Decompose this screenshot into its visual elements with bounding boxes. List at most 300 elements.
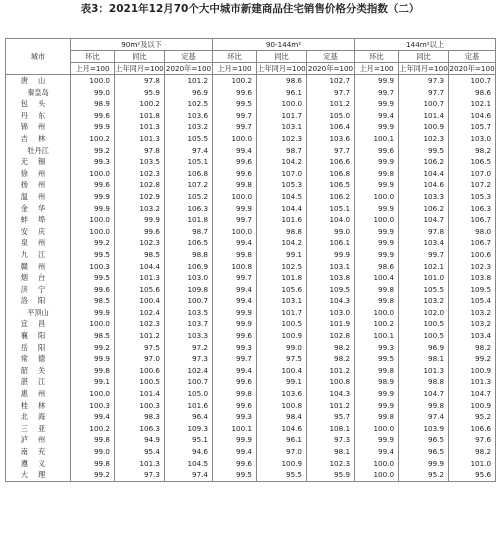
index-value: 99.9 — [355, 388, 399, 400]
index-value: 101.9 — [307, 318, 355, 330]
city-name: 吉林 — [6, 133, 71, 145]
table-row — [6, 168, 496, 180]
table-row — [6, 376, 496, 388]
index-value: 95.9 — [307, 469, 355, 481]
index-value: 102.0 — [399, 307, 449, 319]
index-value: 100.9 — [257, 330, 307, 342]
index-value: 95.6 — [449, 469, 496, 481]
city-name: 襄阳 — [6, 330, 71, 342]
index-value: 99.4 — [213, 295, 257, 307]
index-value: 100.2 — [355, 318, 399, 330]
table-row — [6, 226, 496, 238]
index-value: 99.9 — [213, 318, 257, 330]
index-value: 100.0 — [355, 423, 399, 435]
index-value: 104.4 — [115, 261, 165, 273]
base-header: 上月=100 — [355, 63, 399, 75]
table-row — [6, 400, 496, 412]
city-column-header: 城市 — [6, 39, 71, 75]
city-name: 九江 — [6, 249, 71, 261]
index-value: 104.6 — [399, 179, 449, 191]
index-value: 99.9 — [399, 458, 449, 470]
table-row — [6, 318, 496, 330]
index-value: 106.2 — [307, 191, 355, 203]
city-name: 惠州 — [6, 388, 71, 400]
index-value: 99.6 — [213, 330, 257, 342]
index-value: 99.7 — [213, 272, 257, 284]
index-value: 105.1 — [307, 203, 355, 215]
index-value: 102.8 — [307, 330, 355, 342]
index-value: 98.6 — [449, 87, 496, 99]
index-value: 102.3 — [115, 237, 165, 249]
index-value: 103.8 — [307, 272, 355, 284]
index-value: 102.3 — [257, 133, 307, 145]
index-value: 100.7 — [449, 75, 496, 87]
base-header: 上年同月=100 — [399, 64, 448, 73]
index-value: 101.8 — [165, 214, 213, 226]
index-value: 100.9 — [257, 458, 307, 470]
index-value: 101.2 — [165, 75, 213, 87]
sub-header: 环比 — [213, 51, 257, 63]
table-row — [6, 342, 496, 354]
index-value: 99.7 — [399, 249, 449, 261]
index-value: 104.6 — [449, 110, 496, 122]
index-value: 99.7 — [213, 121, 257, 133]
city-name: 秦皇岛 — [6, 87, 71, 99]
index-value: 98.8 — [165, 249, 213, 261]
index-value: 100.2 — [213, 75, 257, 87]
index-value: 96.9 — [399, 342, 449, 354]
index-value: 100.0 — [213, 191, 257, 203]
index-value: 97.7 — [399, 87, 449, 99]
index-value: 102.3 — [115, 318, 165, 330]
index-value: 99.5 — [399, 145, 449, 157]
index-value: 99.6 — [115, 226, 165, 238]
index-value: 99.8 — [71, 365, 115, 377]
index-value: 106.2 — [399, 156, 449, 168]
city-name: 赣州 — [6, 261, 71, 273]
index-value: 99.8 — [71, 434, 115, 446]
index-value: 96.5 — [399, 434, 449, 446]
index-value: 99.9 — [355, 237, 399, 249]
city-name: 金华 — [6, 203, 71, 215]
table-row — [6, 446, 496, 458]
index-value: 101.4 — [399, 110, 449, 122]
index-value: 99.6 — [213, 168, 257, 180]
index-value: 100.8 — [213, 261, 257, 273]
table-row — [6, 87, 496, 99]
index-value: 102.4 — [165, 365, 213, 377]
city-name: 丹东 — [6, 110, 71, 122]
index-value: 99.2 — [71, 342, 115, 354]
index-value: 103.2 — [449, 307, 496, 319]
index-value: 97.4 — [165, 469, 213, 481]
index-value: 99.8 — [355, 284, 399, 296]
base-header: 2020年=100 — [165, 64, 212, 73]
index-value: 105.1 — [165, 156, 213, 168]
table-row — [6, 249, 496, 261]
city-name: 南充 — [6, 446, 71, 458]
city-name: 唐山 — [6, 75, 71, 87]
index-value: 105.3 — [449, 191, 496, 203]
index-value: 94.6 — [165, 446, 213, 458]
sub-header: 同比 — [399, 51, 449, 63]
index-value: 105.0 — [307, 110, 355, 122]
index-value: 97.7 — [307, 145, 355, 157]
index-value: 99.6 — [355, 145, 399, 157]
index-value: 103.1 — [257, 121, 307, 133]
index-value: 104.7 — [449, 388, 496, 400]
index-value: 103.6 — [307, 133, 355, 145]
index-value: 98.1 — [307, 446, 355, 458]
index-value: 105.5 — [399, 284, 449, 296]
group-header-small: 90m²及以下 — [71, 39, 213, 51]
city-name: 遵义 — [6, 458, 71, 470]
city-name: 宜昌 — [6, 318, 71, 330]
table-row — [6, 121, 496, 133]
index-value: 106.7 — [449, 237, 496, 249]
index-value: 100.4 — [257, 365, 307, 377]
index-value: 101.6 — [165, 400, 213, 412]
index-value: 103.7 — [165, 318, 213, 330]
index-value: 99.6 — [71, 110, 115, 122]
index-value: 106.6 — [307, 156, 355, 168]
index-value: 99.8 — [213, 388, 257, 400]
index-value: 107.0 — [449, 168, 496, 180]
index-value: 106.8 — [307, 168, 355, 180]
index-value: 104.6 — [257, 423, 307, 435]
index-value: 106.4 — [307, 121, 355, 133]
index-value: 99.7 — [213, 214, 257, 226]
index-value: 99.5 — [213, 469, 257, 481]
index-value: 102.3 — [449, 261, 496, 273]
sub-header: 同比 — [115, 51, 165, 63]
index-value: 98.1 — [399, 353, 449, 365]
table-row — [6, 423, 496, 435]
index-value: 104.3 — [307, 295, 355, 307]
index-value: 96.4 — [165, 411, 213, 423]
index-value: 100.3 — [71, 400, 115, 412]
index-value: 106.8 — [165, 168, 213, 180]
table-row — [6, 353, 496, 365]
index-value: 100.0 — [71, 168, 115, 180]
table-row — [6, 75, 496, 87]
index-value: 98.4 — [257, 411, 307, 423]
index-value: 106.1 — [307, 237, 355, 249]
index-value: 106.7 — [449, 214, 496, 226]
index-value: 99.9 — [355, 121, 399, 133]
index-value: 100.3 — [115, 400, 165, 412]
index-value: 104.5 — [165, 458, 213, 470]
index-value: 99.5 — [355, 353, 399, 365]
index-value: 99.9 — [115, 214, 165, 226]
index-value: 100.8 — [257, 400, 307, 412]
index-value: 94.9 — [115, 434, 165, 446]
index-value: 99.3 — [213, 411, 257, 423]
index-value: 105.6 — [257, 284, 307, 296]
index-value: 106.5 — [449, 156, 496, 168]
index-value: 99.2 — [71, 469, 115, 481]
index-value: 103.5 — [115, 156, 165, 168]
index-value: 96.1 — [257, 87, 307, 99]
base-header: 上月=100 — [213, 63, 257, 75]
index-value: 99.8 — [213, 179, 257, 191]
index-value: 104.3 — [307, 388, 355, 400]
table-row — [6, 98, 496, 110]
index-value: 104.7 — [399, 388, 449, 400]
index-value: 98.0 — [449, 226, 496, 238]
index-value: 99.6 — [213, 87, 257, 99]
index-value: 103.4 — [399, 237, 449, 249]
table-row — [6, 191, 496, 203]
index-value: 97.8 — [115, 75, 165, 87]
city-name: 烟台 — [6, 272, 71, 284]
index-value: 105.7 — [449, 121, 496, 133]
index-value: 99.6 — [71, 179, 115, 191]
index-value: 105.0 — [165, 388, 213, 400]
table-row — [6, 434, 496, 446]
index-value: 99.6 — [213, 400, 257, 412]
index-value: 100.1 — [213, 423, 257, 435]
index-value: 100.7 — [399, 98, 449, 110]
index-value: 97.3 — [399, 75, 449, 87]
index-value: 100.0 — [71, 226, 115, 238]
index-value: 99.1 — [257, 249, 307, 261]
index-value: 102.3 — [115, 168, 165, 180]
table-row — [6, 203, 496, 215]
index-value: 99.7 — [355, 87, 399, 99]
index-value: 101.3 — [115, 272, 165, 284]
city-name: 无锡 — [6, 156, 71, 168]
city-name: 韶关 — [6, 365, 71, 377]
index-value: 100.0 — [355, 458, 399, 470]
index-value: 98.2 — [449, 145, 496, 157]
index-value: 109.5 — [449, 284, 496, 296]
index-value: 100.2 — [71, 133, 115, 145]
index-value: 99.1 — [71, 376, 115, 388]
index-value: 101.8 — [257, 272, 307, 284]
index-value: 99.4 — [213, 145, 257, 157]
index-value: 99.9 — [71, 191, 115, 203]
index-value: 99.8 — [355, 168, 399, 180]
index-value: 100.0 — [213, 133, 257, 145]
index-value: 100.8 — [307, 376, 355, 388]
index-value: 99.4 — [213, 446, 257, 458]
index-value: 97.4 — [165, 145, 213, 157]
city-name: 岳阳 — [6, 342, 71, 354]
sub-header: 环比 — [71, 51, 115, 63]
index-value: 102.1 — [399, 261, 449, 273]
group-header-medium: 90-144m² — [213, 39, 355, 51]
base-header: 上年同月=100 — [115, 64, 164, 73]
index-value: 105.2 — [165, 191, 213, 203]
index-value: 103.3 — [165, 330, 213, 342]
index-value: 98.5 — [71, 330, 115, 342]
index-value: 98.7 — [257, 145, 307, 157]
table-row — [6, 469, 496, 481]
index-value: 101.6 — [257, 214, 307, 226]
index-value: 102.8 — [115, 179, 165, 191]
index-value: 99.4 — [213, 365, 257, 377]
city-name: 桂林 — [6, 400, 71, 412]
index-value: 99.4 — [213, 284, 257, 296]
index-value: 98.9 — [71, 98, 115, 110]
table-row — [6, 133, 496, 145]
index-value: 106.3 — [165, 203, 213, 215]
index-value: 99.6 — [213, 458, 257, 470]
index-value: 103.6 — [257, 388, 307, 400]
index-value: 100.3 — [71, 261, 115, 273]
base-header: 2020年=100 — [449, 64, 495, 73]
city-name: 济宁 — [6, 284, 71, 296]
table-row — [6, 388, 496, 400]
index-value: 101.4 — [115, 388, 165, 400]
index-value: 99.8 — [213, 249, 257, 261]
index-value: 104.0 — [307, 214, 355, 226]
index-value: 99.2 — [449, 353, 496, 365]
index-value: 103.8 — [449, 272, 496, 284]
index-value: 105.4 — [449, 295, 496, 307]
city-name: 泸州 — [6, 434, 71, 446]
index-value: 99.5 — [71, 272, 115, 284]
index-value: 103.2 — [399, 295, 449, 307]
index-value: 105.5 — [165, 133, 213, 145]
index-value: 101.8 — [115, 110, 165, 122]
sub-header: 定基 — [449, 51, 496, 63]
index-value: 95.2 — [399, 469, 449, 481]
index-value: 102.4 — [115, 307, 165, 319]
index-value: 102.1 — [449, 98, 496, 110]
index-value: 98.8 — [257, 226, 307, 238]
index-value: 107.0 — [257, 168, 307, 180]
table-row — [6, 237, 496, 249]
index-value: 99.9 — [355, 434, 399, 446]
index-value: 100.7 — [165, 376, 213, 388]
index-value: 99.9 — [307, 249, 355, 261]
index-value: 99.3 — [355, 342, 399, 354]
index-value: 100.5 — [399, 318, 449, 330]
index-value: 100.1 — [355, 330, 399, 342]
index-value: 98.6 — [355, 261, 399, 273]
index-value: 104.7 — [399, 214, 449, 226]
city-name: 泉州 — [6, 237, 71, 249]
index-value: 106.9 — [165, 261, 213, 273]
index-value: 97.0 — [115, 353, 165, 365]
index-value: 100.5 — [115, 376, 165, 388]
sub-header: 同比 — [257, 51, 307, 63]
index-value: 97.3 — [115, 469, 165, 481]
index-value: 103.3 — [399, 191, 449, 203]
index-value: 101.2 — [115, 330, 165, 342]
index-value: 103.2 — [165, 121, 213, 133]
index-value: 100.0 — [355, 191, 399, 203]
index-value: 99.6 — [213, 156, 257, 168]
index-value: 97.8 — [115, 145, 165, 157]
index-value: 95.9 — [115, 87, 165, 99]
index-value: 99.9 — [355, 249, 399, 261]
index-value: 100.1 — [355, 133, 399, 145]
index-value: 96.9 — [165, 87, 213, 99]
index-value: 99.9 — [355, 75, 399, 87]
index-value: 99.9 — [355, 156, 399, 168]
index-value: 109.5 — [307, 284, 355, 296]
city-name: 牡丹江 — [6, 145, 71, 157]
index-value: 104.2 — [257, 237, 307, 249]
table-row — [6, 214, 496, 226]
index-value: 97.6 — [449, 434, 496, 446]
index-value: 102.7 — [307, 75, 355, 87]
base-header: 上月=100 — [71, 63, 115, 75]
index-value: 96.5 — [399, 446, 449, 458]
base-header: 2020年=100 — [307, 64, 354, 73]
index-value: 97.3 — [165, 353, 213, 365]
index-value: 99.6 — [213, 376, 257, 388]
index-value: 100.0 — [257, 98, 307, 110]
index-value: 103.5 — [165, 307, 213, 319]
index-value: 103.2 — [115, 203, 165, 215]
table-row — [6, 179, 496, 191]
table-row — [6, 145, 496, 157]
index-value: 99.0 — [71, 446, 115, 458]
index-value: 100.2 — [115, 98, 165, 110]
index-value: 99.8 — [71, 458, 115, 470]
index-value: 100.9 — [449, 365, 496, 377]
table-row — [6, 156, 496, 168]
index-value: 99.9 — [71, 203, 115, 215]
city-name: 湛江 — [6, 376, 71, 388]
index-value: 98.5 — [115, 249, 165, 261]
index-value: 98.2 — [449, 446, 496, 458]
index-value: 95.7 — [307, 411, 355, 423]
base-header: 上年同月=100 — [257, 64, 306, 73]
index-value: 103.1 — [257, 295, 307, 307]
index-value: 101.2 — [307, 365, 355, 377]
index-value: 101.2 — [307, 400, 355, 412]
index-value: 104.2 — [257, 156, 307, 168]
index-value: 100.0 — [355, 307, 399, 319]
index-value: 95.2 — [449, 411, 496, 423]
index-value: 99.9 — [355, 179, 399, 191]
index-value: 98.2 — [307, 342, 355, 354]
index-value: 103.0 — [165, 272, 213, 284]
index-value: 106.5 — [165, 237, 213, 249]
index-value: 97.5 — [257, 353, 307, 365]
index-value: 99.9 — [71, 307, 115, 319]
index-value: 99.0 — [307, 226, 355, 238]
index-value: 98.8 — [399, 376, 449, 388]
index-value: 105.3 — [257, 179, 307, 191]
city-name: 蚌埠 — [6, 214, 71, 226]
index-value: 99.8 — [355, 365, 399, 377]
index-value: 105.6 — [115, 284, 165, 296]
index-value: 99.2 — [71, 145, 115, 157]
index-value: 108.1 — [307, 423, 355, 435]
sub-header: 环比 — [355, 51, 399, 63]
index-value: 99.9 — [213, 203, 257, 215]
index-value: 101.3 — [115, 121, 165, 133]
index-value: 99.0 — [71, 87, 115, 99]
city-name: 北海 — [6, 411, 71, 423]
index-value: 107.2 — [449, 179, 496, 191]
city-name: 徐州 — [6, 168, 71, 180]
index-value: 109.8 — [165, 284, 213, 296]
index-value: 102.3 — [399, 133, 449, 145]
table-row — [6, 307, 496, 319]
group-header-large: 144m²以上 — [355, 39, 496, 51]
index-value: 101.3 — [115, 458, 165, 470]
index-value: 100.5 — [257, 318, 307, 330]
index-value: 104.4 — [257, 203, 307, 215]
index-value: 103.1 — [307, 261, 355, 273]
